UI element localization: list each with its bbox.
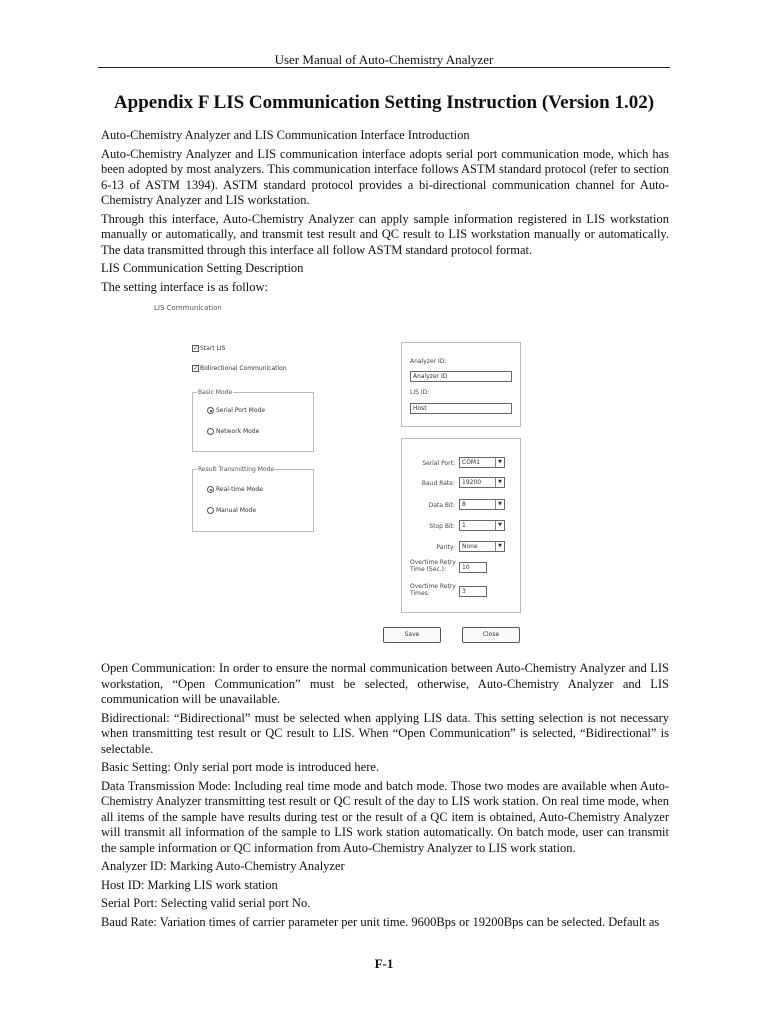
running-header: User Manual of Auto-Chemistry Analyzer xyxy=(274,52,494,67)
real-time-mode-radio[interactable] xyxy=(207,486,263,493)
data-bit-select[interactable] xyxy=(459,499,505,510)
start-lis-label: Start LIS xyxy=(200,345,226,352)
stop-bit-label: Stop Bit: xyxy=(429,523,455,530)
manual-mode-label: Manual Mode xyxy=(216,507,257,514)
basic-setting-description: Basic Setting: Only serial port mode is introduced here. xyxy=(101,760,380,774)
network-mode-label: Network Mode xyxy=(216,428,260,435)
intro-paragraph: Auto-Chemistry Analyzer and LIS communication interface adopts serial port communication mode, which has been adopted by most analyzers. This communication interface follows ASTM standard protocol (refer to section 6-13 of ASTM 1394). ASTM standard protocol provides a bi-directional communication channel for Auto-Chemistry Analyzer and LIS workstation. xyxy=(101,146,669,207)
basic-mode-legend: Basic Mode xyxy=(198,389,233,396)
open-communication-description: Open Communication: In order to ensure the normal communication between Auto-Chemistry Analyzer and LIS workstation, “Open Communication” must be selected, otherwise, Auto-Chemistry Analyzer and LIS communication will be unavailable. xyxy=(101,661,669,706)
save-button[interactable]: Save xyxy=(383,627,441,643)
chevron-down-icon: ▼ xyxy=(495,542,504,551)
intro-section xyxy=(101,128,669,298)
retry-times-label: Overtime Retry Times: xyxy=(410,583,456,597)
radio-selected-icon xyxy=(207,486,214,493)
basic-mode-group xyxy=(192,389,314,452)
baud-rate-select[interactable] xyxy=(459,477,505,488)
lis-communication-dialog xyxy=(140,296,540,656)
bidirectional-label: Bidirectional Communication xyxy=(200,365,287,372)
start-lis-checkbox[interactable] xyxy=(192,345,226,352)
chevron-down-icon: ▼ xyxy=(495,478,504,487)
parity-select[interactable] xyxy=(459,541,505,552)
serial-port-mode-label: Serial Port Mode xyxy=(216,407,266,414)
chevron-down-icon: ▼ xyxy=(495,500,504,509)
parity-label: Parity: xyxy=(436,544,455,551)
stop-bit-select[interactable] xyxy=(459,520,505,531)
chevron-down-icon: ▼ xyxy=(495,458,504,467)
manual-mode-radio[interactable] xyxy=(207,507,256,514)
baud-rate-description: Baud Rate: Variation times of carrier parameter per unit time. 9600Bps or 19200Bps can be selected. Default as xyxy=(101,914,660,929)
radio-icon xyxy=(207,428,214,435)
appendix-title: Appendix F LIS Communication Setting Instruction (Version 1.02) xyxy=(113,92,655,113)
page-number: F-1 xyxy=(374,956,394,971)
analyzer-id-label: Analyzer ID: xyxy=(410,358,447,365)
baud-rate-label: Baud Rate: xyxy=(421,480,455,487)
real-time-mode-label: Real-time Mode xyxy=(216,486,263,493)
description-section xyxy=(101,661,669,933)
lis-id-label: LIS ID: xyxy=(410,389,430,396)
retry-time-label: Overtime Retry Time (Sec.): xyxy=(410,559,456,573)
retry-times-input[interactable]: 3 xyxy=(459,586,487,597)
bidirectional-checkbox[interactable] xyxy=(192,365,287,372)
intro-paragraph: Through this interface, Auto-Chemistry Analyzer can apply sample information registered in LIS workstation manually or automatically, and transmit test result and QC result to LIS workstation manually or automatically. The data transmitted through this interface all follow ASTM standard protocol format. xyxy=(101,211,669,257)
setting-intro: The setting interface is as follow: xyxy=(101,279,268,294)
header-rule xyxy=(98,67,670,68)
data-bit-label: Data Bit: xyxy=(428,502,455,509)
dialog-title: LIS Communication xyxy=(154,304,222,312)
host-id-description: Host ID: Marking LIS work station xyxy=(101,877,278,892)
id-panel xyxy=(401,342,521,427)
serial-port-select[interactable] xyxy=(459,457,505,468)
result-mode-group xyxy=(192,466,314,532)
radio-icon xyxy=(207,507,214,514)
data-bit-value: 8 xyxy=(462,501,466,508)
serial-port-mode-radio[interactable] xyxy=(207,407,265,414)
parity-value: None xyxy=(462,543,478,550)
lis-id-input[interactable]: Host xyxy=(410,403,512,414)
network-mode-radio[interactable] xyxy=(207,428,259,435)
serial-port-label: Serial Port: xyxy=(422,460,455,467)
check-icon: ✓ xyxy=(193,345,199,352)
stop-bit-value: 1 xyxy=(462,522,466,529)
serial-port-description: Serial Port: Selecting valid serial port No. xyxy=(101,896,311,910)
serial-port-value: COM1 xyxy=(462,459,480,466)
chevron-down-icon: ▼ xyxy=(495,521,504,530)
retry-time-input[interactable]: 10 xyxy=(459,562,487,573)
bidirectional-description: Bidirectional: “Bidirectional” must be selected when applying LIS data. This setting selection is not necessary when transmitting test result or QC result to LIS. When “Open Communication” is selected, “Bidirectional” is selectable. xyxy=(101,710,669,756)
analyzer-id-input[interactable]: Analyzer ID xyxy=(410,371,512,382)
serial-settings-panel xyxy=(401,438,521,613)
check-icon: ✓ xyxy=(193,365,199,372)
analyzer-id-description: Analyzer ID: Marking Auto-Chemistry Analyzer xyxy=(101,859,345,873)
close-button[interactable]: Close xyxy=(462,627,520,643)
radio-selected-icon xyxy=(207,407,214,414)
intro-heading: Auto-Chemistry Analyzer and LIS Communication Interface Introduction xyxy=(101,128,470,142)
transmission-mode-description: Data Transmission Mode: Including real time mode and batch mode. Those two modes are available when Auto-Chemistry Analyzer transmitting test result or QC result of the day to LIS work station. On real time mode, when all items of the sample have results during test or the result of a QC item is obtained, Auto-Chemistry Analyzer will transmit all information of the sample to LIS work station automatically. On batch mode, user can transmit the sample information or QC information from Auto-Chemistry Analyzer to LIS work station. xyxy=(101,778,669,855)
baud-rate-value: 19200 xyxy=(462,479,482,486)
setting-heading: LIS Communication Setting Description xyxy=(101,261,304,275)
result-mode-legend: Result Transmitting Mode xyxy=(198,466,275,473)
